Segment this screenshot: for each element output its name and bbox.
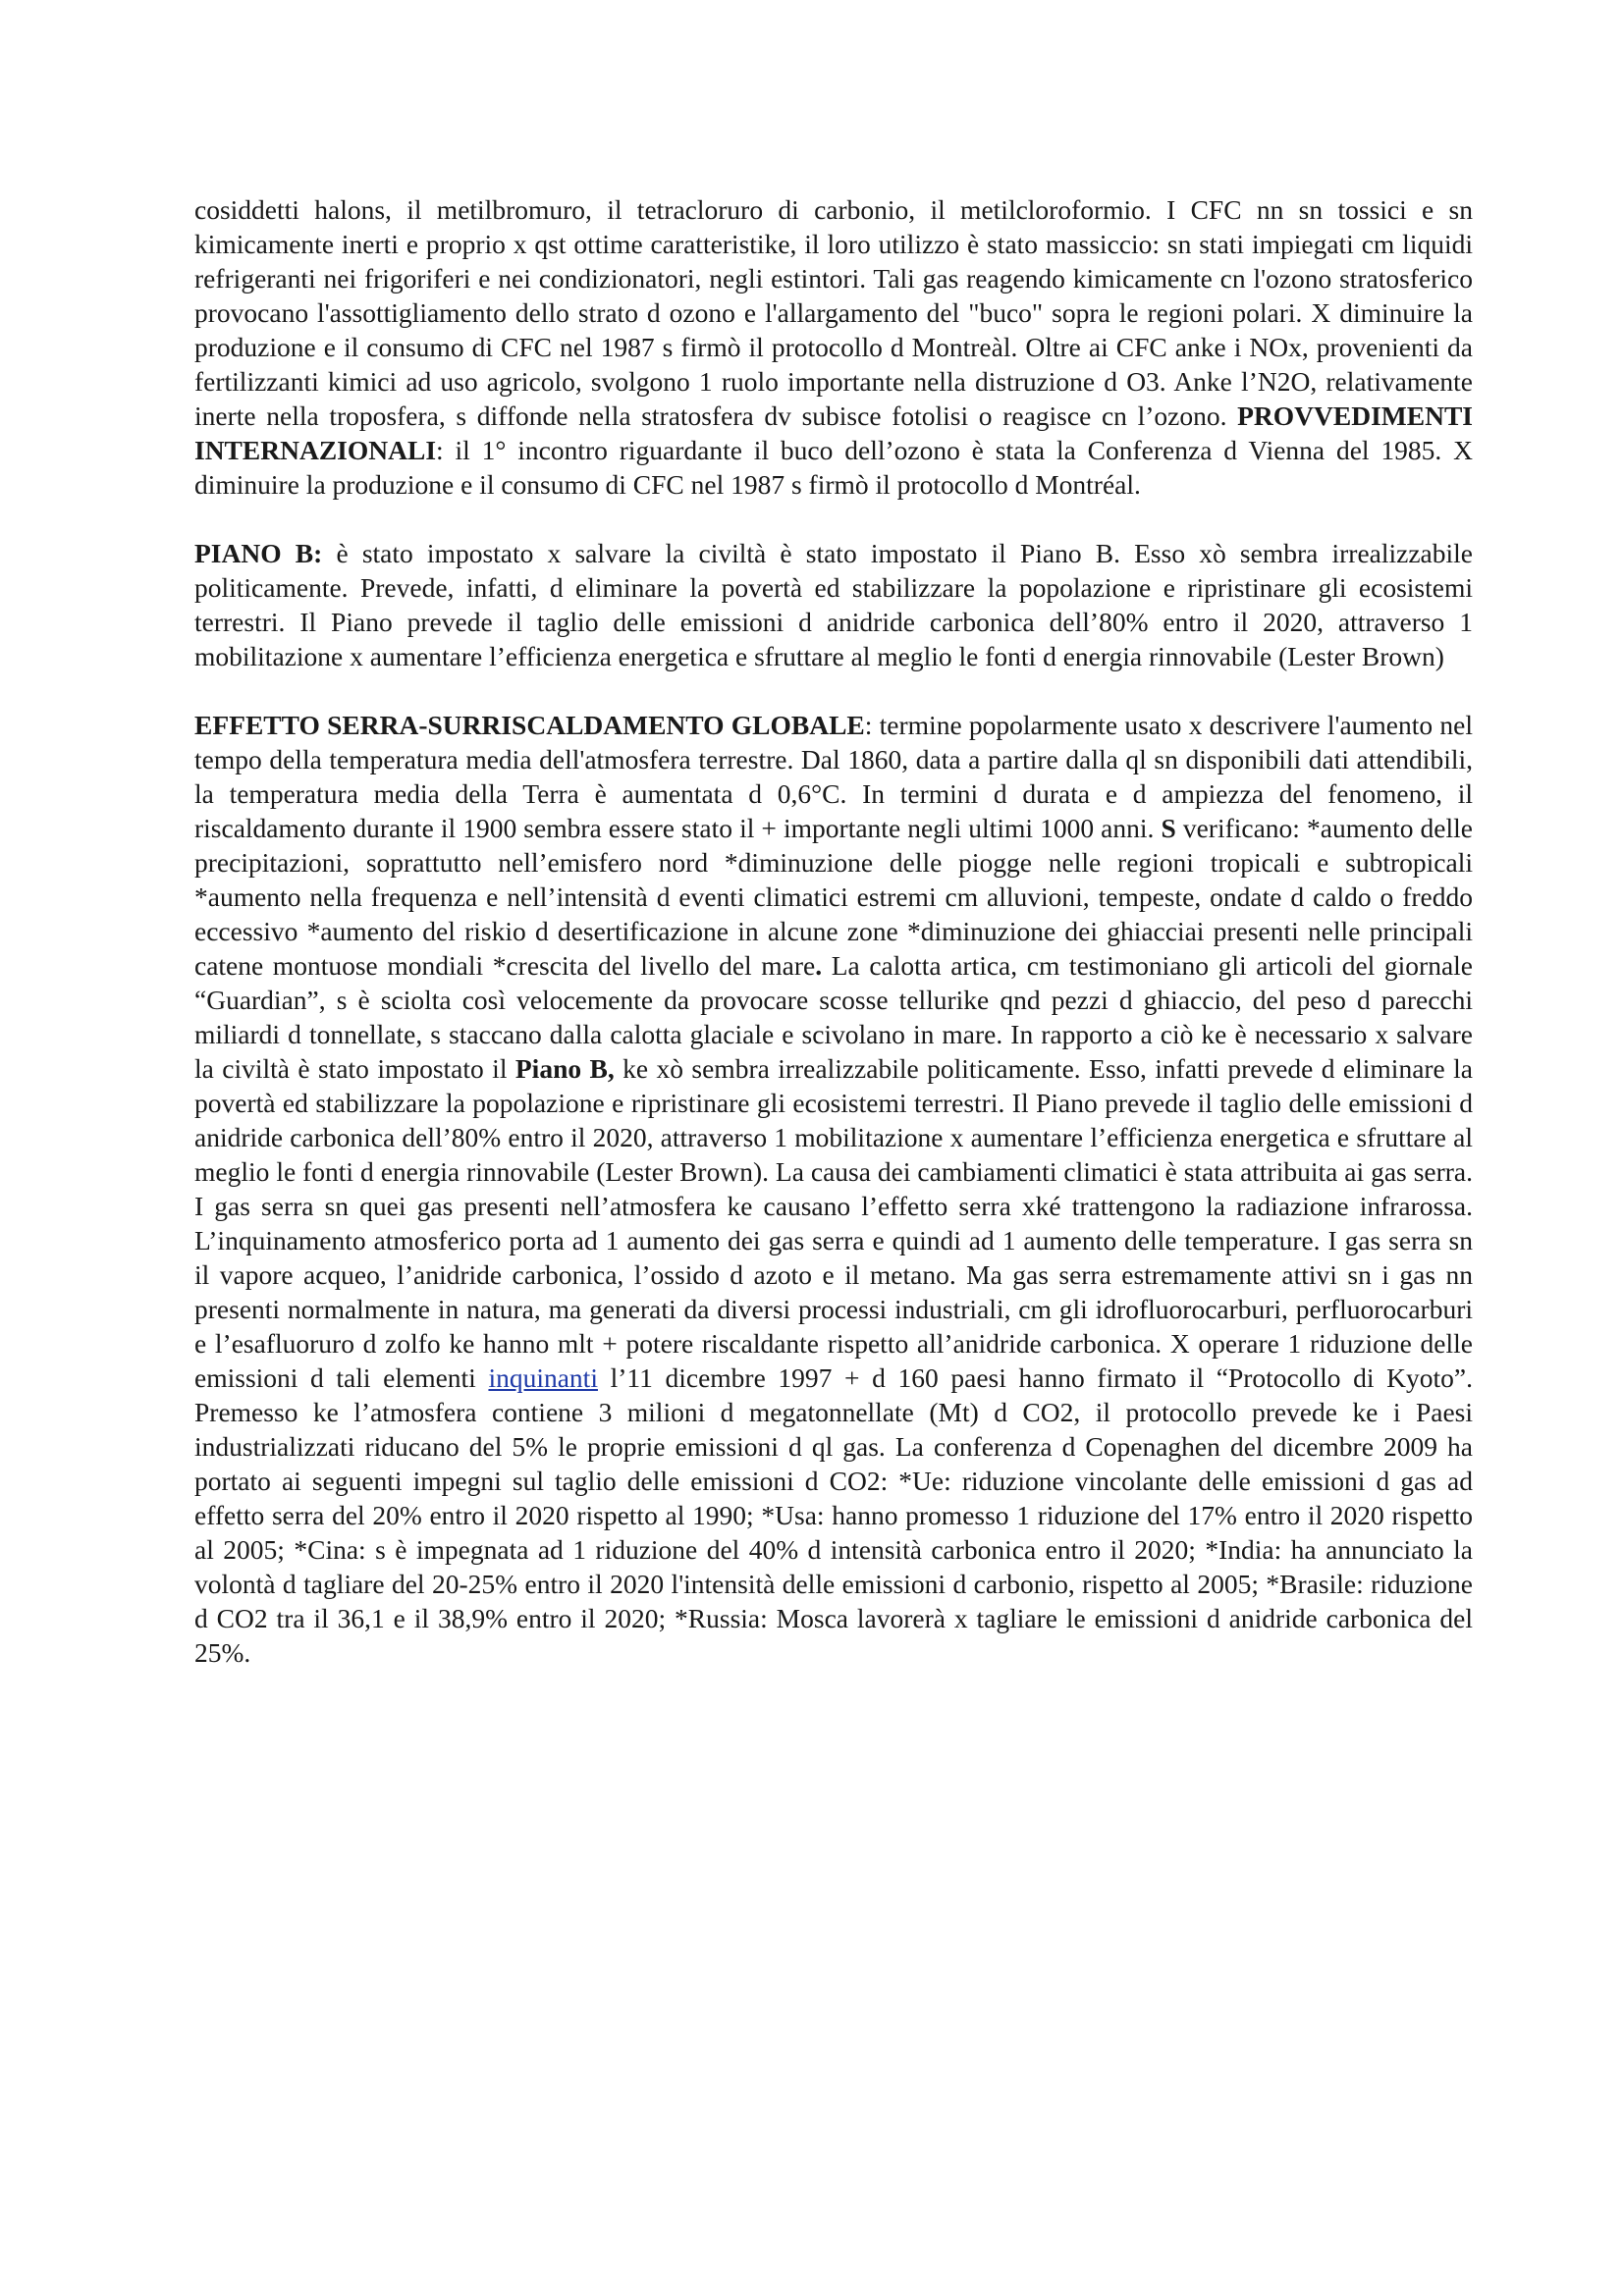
body-text: La calotta artica, cm testimoniano gli articoli del giornale “Guardian”, s è sciolta così velocemente da provocare scosse tellurike qnd pezzi d ghiaccio, del peso d parecchi miliardi d tonnellate, s staccano dalla calotta glaciale e scivolano in mare. In rapporto a ciò ke è necessario x salvare la civiltà è stato impostato il <box>194 950 1473 1084</box>
bold-heading: . <box>815 950 823 981</box>
bold-heading: PIANO B: <box>194 538 323 568</box>
body-text: ke xò sembra irrealizzabile politicamente. Esso, infatti prevede d eliminare la povertà ed stabilizzare la popolazione e ripristinare gli ecosistemi terrestri. Il Piano prevede il taglio delle emissioni d anidride carbonica dell’80% entro il 2020, attraverso 1 mobilitazione x aumentare l’efficienza energetica e sfruttare al meglio le fonti d energia rinnovabile (Lester Brown). La causa dei cambiamenti climatici è stata attribuita ai gas serra. I gas serra sn quei gas presenti nell’atmosfera ke causano l’effetto serra xké trattengono la radiazione infrarossa. L’inquinamento atmosferico porta ad 1 aumento dei gas serra e quindi ad 1 aumento delle temperature. I gas serra sn il vapore acqueo, l’anidride carbonica, l’ossido d azoto e il metano. Ma gas serra estremamente attivi sn i gas nn presenti normalmente in natura, ma generati da diversi processi industriali, cm gli idrofluorocarburi, perfluorocarburi e l’esafluoruro d zolfo ke hanno mlt + potere riscaldante rispetto all’anidride carbonica. X operare 1 riduzione delle emissioni d tali elementi <box>194 1053 1474 1393</box>
bold-heading: PROVVEDIMENTI INTERNAZIONALI <box>194 400 1473 465</box>
hyperlink[interactable]: inquinanti <box>488 1362 598 1393</box>
body-text: verificano: *aumento delle precipitazioni, soprattutto nell’emisfero nord *diminuzione delle piogge nelle regioni tropicali e subtropicali *aumento nella frequenza e nell’intensità d eventi climatici estremi cm alluvioni, tempeste, ondate d caldo o freddo eccessivo *aumento del riskio d desertificazione in alcune zone *diminuzione dei ghiacciai presenti nelle principali catene montuose mondiali *crescita del livello del mare <box>194 813 1473 981</box>
body-text: è stato impostato x salvare la civiltà è stato impostato il Piano B. Esso xò sembra irrealizzabile politicamente. Prevede, infatti, d eliminare la povertà ed stabilizzare la popolazione e ripristinare gli ecosistemi terrestri. Il Piano prevede il taglio delle emissioni d anidride carbonica dell’80% entro il 2020, attraverso 1 mobilitazione x aumentare l’efficienza energetica e sfruttare al meglio le fonti d energia rinnovabile (Lester Brown) <box>194 538 1473 671</box>
bold-heading: Piano B, <box>514 1053 615 1084</box>
body-text: l’11 dicembre 1997 + d 160 paesi hanno firmato il “Protocollo di Kyoto”. Premesso ke l’atmosfera contiene 3 milioni d megatonnellate (Mt) d CO2, il protocollo prevede ke i Paesi industrializzati riducano del 5% le proprie emissioni d ql gas. La conferenza d Copenaghen del dicembre 2009 ha portato ai seguenti impegni sul taglio delle emissioni d CO2: *Ue: riduzione vincolante delle emissioni d gas ad effetto serra del 20% entro il 2020 rispetto al 1990; *Usa: hanno promesso 1 riduzione del 17% entro il 2020 rispetto al 2005; *Cina: s è impegnata ad 1 riduzione del 40% d intensità carbonica entro il 2020; *India: ha annunciato la volontà d tagliare del 20-25% entro il 2020 l'intensità delle emissioni d carbonio, rispetto al 2005; *Brasile: riduzione d CO2 tra il 36,1 e il 38,9% entro il 2020; *Russia: Mosca lavorerà x tagliare le emissioni d anidride carbonica del 25%. <box>194 1362 1473 1668</box>
paragraph-effetto-serra <box>194 708 1473 1670</box>
body-text: : termine popolarmente usato x descrivere l'aumento nel tempo della temperatura media dell'atmosfera terrestre. Dal 1860, data a partire dalla ql sn disponibili dati attendibili, la temperatura media della Terra è aumentata d 0,6°C. In termini d durata e d ampiezza del fenomeno, il riscaldamento durante il 1900 sembra essere stato il + importante negli ultimi 1000 anni. <box>194 710 1473 843</box>
bold-heading: S <box>1161 813 1176 843</box>
paragraph-piano-b <box>194 536 1473 673</box>
paragraph-ozone <box>194 192 1473 502</box>
document-body <box>194 192 1473 1670</box>
bold-heading: EFFETTO SERRA-SURRISCALDAMENTO GLOBALE <box>194 710 865 740</box>
body-text: cosiddetti halons, il metilbromuro, il tetracloruro di carbonio, il metilcloroformio. I CFC nn sn tossici e sn kimicamente inerti e proprio x qst ottime caratteristike, il loro utilizzo è stato massiccio: sn stati impiegati cm liquidi refrigeranti nei frigoriferi e nei condizionatori, negli estintori. Tali gas reagendo kimicamente cn l'ozono stratosferico provocano l'assottigliamento dello strato d ozono e l'allargamento del "buco" sopra le regioni polari. X diminuire la produzione e il consumo di CFC nel 1987 s firmò il protocollo d Montreàl. Oltre ai CFC anke i NOx, provenienti da fertilizzanti kimici ad uso agricolo, svolgono 1 ruolo importante nella distruzione d O3. Anke l’N2O, relativamente inerte nella troposfera, s diffonde nella stratosfera dv subisce fotolisi o reagisce cn l’ozono. <box>194 194 1473 431</box>
body-text: : il 1° incontro riguardante il buco dell’ozono è stata la Conferenza d Vienna del 1985. X diminuire la produzione e il consumo di CFC nel 1987 s firmò il protocollo d Montréal. <box>194 435 1473 500</box>
